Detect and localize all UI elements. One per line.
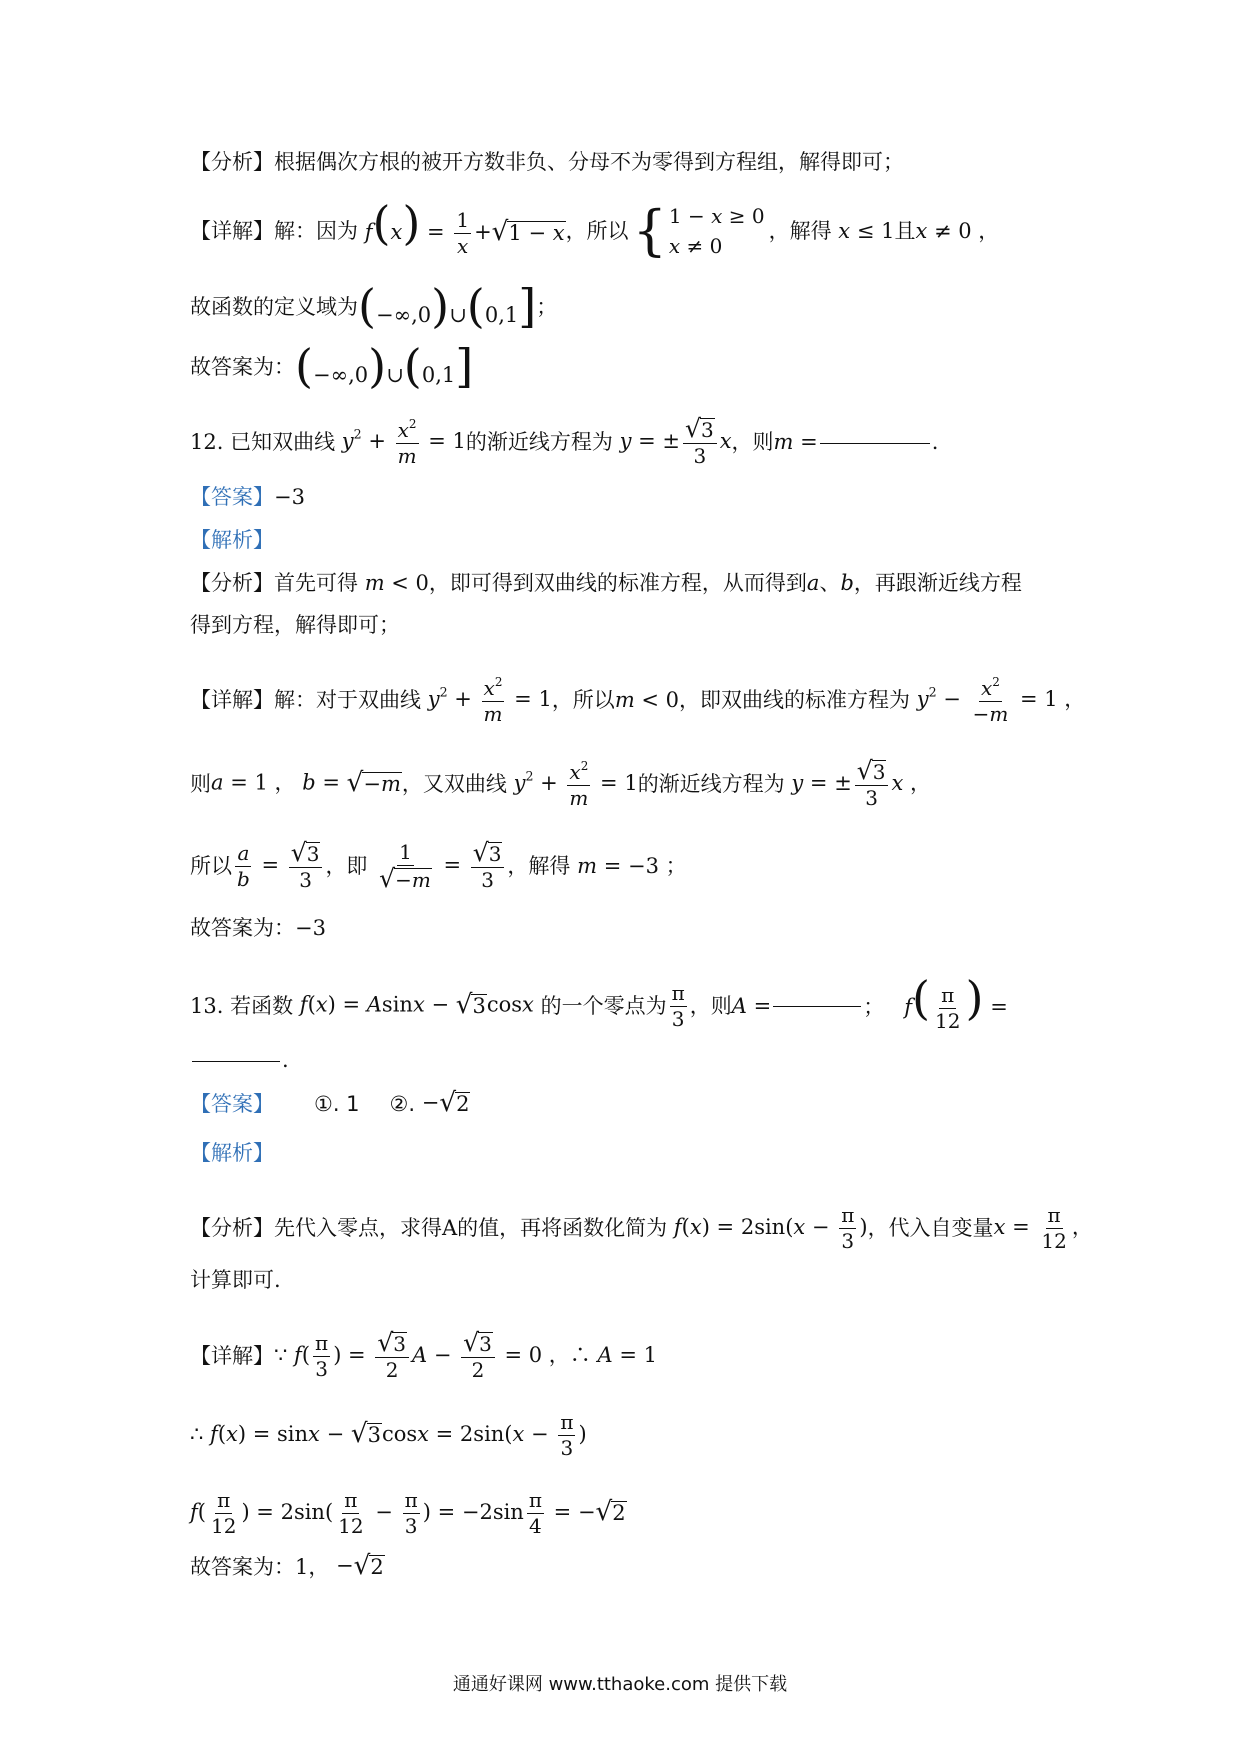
q12-d2-b: ，又双曲线 xyxy=(401,772,507,796)
formula-neg-root2-final: − √ 2 xyxy=(329,1551,384,1581)
q12-answer-value: −3 xyxy=(274,485,305,509)
formula-xne0: x ≠ 0 ， xyxy=(915,218,1000,243)
formula-domain: (−∞,0)∪(0,1] xyxy=(358,279,537,333)
q12-analysis-b: ，即可得到双曲线的标准方程，从而得到 xyxy=(428,571,807,595)
final-label: 故答案为： xyxy=(190,916,295,940)
q12-analysis-a: 首先可得 xyxy=(274,571,358,595)
formula-hyperbola-3: $y^2$ + $\frac{x^2}{m}$ = 1 xyxy=(513,759,638,810)
q13-analysis-b: ，代入自变量 xyxy=(867,1216,994,1240)
q13-answer-1: ①. 1 xyxy=(314,1091,360,1116)
var-b: b xyxy=(840,571,854,595)
q11-domain xyxy=(190,279,558,333)
formula-hyperbola: $y^2$ + $\frac{x^2}{m}$ = 1 xyxy=(341,417,466,468)
q11-analysis xyxy=(190,152,904,173)
analysis-label: 【分析】 xyxy=(190,1216,274,1240)
q13-answer-2: ②. xyxy=(389,1091,416,1116)
q12-final-value: −3 xyxy=(295,916,326,940)
var-a: a xyxy=(806,571,820,595)
q12-detail-1 xyxy=(190,676,1085,725)
q12-jiexi xyxy=(190,530,274,551)
q12-d1-b: ，所以 xyxy=(551,688,615,712)
q12-answer xyxy=(190,487,305,508)
formula-because: ∵ f( $\frac{\pi}{3}$ ) = √ 3 2 A − √ 3 2 = 0 ，∴ A = 1 xyxy=(274,1328,657,1382)
q11-domain-end: ； xyxy=(536,294,558,319)
q13-detail-3 xyxy=(190,1490,627,1537)
q12-stem-b: 的渐近线方程为 xyxy=(465,430,613,454)
q13-analysis-line2 xyxy=(190,1270,281,1291)
formula-ab-ratio: $\frac{a}{b}$ = √ 3 3 xyxy=(232,842,325,891)
formula-f-pi12: ； f( $\frac{\pi}{12}$ ) = xyxy=(863,971,1008,1033)
formula-xle1: x ≤ 1 xyxy=(838,218,895,243)
formula-simplified: f(x) = 2sin(x − $\frac{\pi}{3}$ ) xyxy=(673,1203,868,1253)
analysis-label: 【分析】 xyxy=(190,150,274,174)
q11-detail-mid: ，所以 xyxy=(565,218,629,243)
q11-final xyxy=(190,339,474,393)
formula-hyperbola-2: $y^2$ + $\frac{x^2}{m}$ = 1 xyxy=(427,675,552,726)
q12-stem-c: ，则 xyxy=(731,430,774,454)
q12-analysis-d: ，再跟渐近线方程 xyxy=(853,571,1022,595)
q12-d1-a: 解：对于双曲线 xyxy=(274,688,421,712)
formula-domain-answer: (−∞,0)∪(0,1] xyxy=(295,339,474,393)
q12-stem: 12. 已知双曲线 $y^2$ + $\frac{x^2}{m}$ = 1 的渐近线方程为 y = ± √ 3 3 x ，则 m = . xyxy=(190,414,939,468)
q12-detail-2 xyxy=(190,756,931,810)
answer-label: 【答案】 xyxy=(190,1091,274,1116)
q12-d3-b: ，即 xyxy=(325,854,368,878)
q11-detail-prefix: 解：因为 xyxy=(274,218,358,243)
q12-detail-3 xyxy=(190,838,687,893)
q13-final xyxy=(190,1551,385,1581)
q12-d1-c: ，即双曲线的标准方程为 xyxy=(679,688,911,712)
q11-domain-text: 故函数的定义域为 xyxy=(190,294,358,319)
q13-stem xyxy=(190,971,1008,1033)
q13-analysis xyxy=(190,1205,1093,1252)
formula-one-over-root: 1 √ −m = √ 3 3 xyxy=(367,842,507,891)
q13-final-a: 1， xyxy=(295,1554,330,1579)
q13-number: 13. xyxy=(190,993,224,1018)
q12-analysis xyxy=(190,573,1022,594)
q12-analysis-c: 、 xyxy=(819,571,841,595)
formula-neg-root2: − √ 2 xyxy=(415,1088,470,1118)
q13-detail-2 xyxy=(190,1412,587,1459)
detail-label: 【详解】 xyxy=(190,1344,274,1368)
formula-a1: a = 1 ， b = √ −m xyxy=(211,768,401,799)
q12-analysis-line2-text: 得到方程，解得即可； xyxy=(190,613,400,637)
formula-asymptote-2: y = ± √ 3 3 x ， xyxy=(791,756,931,810)
q13-answer xyxy=(190,1088,470,1118)
q13-stem-a: 若函数 xyxy=(230,993,294,1018)
formula-m-result: m = −3 ； xyxy=(577,854,687,878)
analysis-label: 【分析】 xyxy=(190,571,274,595)
formula-therefore: ∴ f(x) = sinx − √ 3 cosx = 2sin(x − $\frac{\pi}{3}$ ) xyxy=(190,1410,587,1460)
formula-mlt0: m < 0 xyxy=(364,571,429,595)
q12-stem-a: 已知双曲线 xyxy=(230,430,336,454)
formula-f: f(x) = $\frac{1}{x}$ + √ 1 − x xyxy=(364,196,565,258)
q12-answer-blank xyxy=(820,442,930,444)
final-label: 故答案为： xyxy=(190,1554,295,1579)
q13-stem-b: 的一个零点为 xyxy=(540,993,667,1018)
jiexi-label: 【解析】 xyxy=(190,1141,274,1165)
q12-d2-a: 则 xyxy=(190,772,211,796)
q11-detail xyxy=(190,196,1000,263)
formula-pi3: $\frac{\pi}{3}$ xyxy=(671,980,685,1031)
q13-blank-2 xyxy=(192,1060,280,1062)
q11-analysis-text: 根据偶次方根的被开方数非负、分母不为零得到方程组，解得即可； xyxy=(274,150,904,174)
formula-mlt0-2: m < 0 xyxy=(614,688,680,712)
inequality-system: { 1 − x ≥ 0 x ≠ 0 xyxy=(632,199,765,263)
formula-A-eq: A = xyxy=(731,993,772,1018)
formula-m: m = xyxy=(773,430,818,454)
q13-stem-line2: . xyxy=(190,1050,289,1071)
q13-analysis-line2-text: 计算即可. xyxy=(190,1268,281,1292)
q12-d3-c: ，解得 xyxy=(507,854,571,878)
formula-standard: $y^2$ − $\frac{x^2}{-m}$ = 1 ， xyxy=(916,675,1086,726)
q12-d3-a: 所以 xyxy=(190,854,232,878)
page-footer: 通通好课网 www.tthaoke.com 提供下载 xyxy=(452,1674,788,1695)
q13-stem-c: ，则 xyxy=(689,993,732,1018)
answer-label: 【答案】 xyxy=(190,485,274,509)
jiexi-label: 【解析】 xyxy=(190,528,274,552)
q13-jiexi xyxy=(190,1143,274,1164)
q12-final xyxy=(190,918,326,939)
q11-detail-suffix: ，解得 xyxy=(768,218,832,243)
q11-and: 且 xyxy=(894,218,916,243)
detail-label: 【详解】 xyxy=(190,218,274,243)
q12-number: 12. xyxy=(190,430,224,454)
q12-d2-c: 的渐近线方程为 xyxy=(637,772,785,796)
formula-asymptote: y = ± √ 3 3 x xyxy=(619,414,732,468)
q13-analysis-a: 先代入零点，求得A的值，再将函数化简为 xyxy=(274,1216,668,1240)
detail-label: 【详解】 xyxy=(190,688,274,712)
formula-x-pi12: x = $\frac{\pi}{12}$ ， xyxy=(993,1203,1093,1253)
q13-detail-1 xyxy=(190,1328,657,1382)
q12-analysis-line2 xyxy=(190,615,400,636)
formula-fx: f(x) = Asinx − √ 3 cosx xyxy=(299,989,534,1020)
formula-evaluate: f( $\frac{\pi}{12}$ ) = 2sin( $\frac{\pi}{12}$ − $\frac{\pi}{3}$ ) = −2sin $\frac{\pi}{4}$ = − √ 2 xyxy=(190,1488,626,1538)
final-label: 故答案为： xyxy=(190,354,295,379)
q13-blank-1 xyxy=(773,1005,861,1007)
